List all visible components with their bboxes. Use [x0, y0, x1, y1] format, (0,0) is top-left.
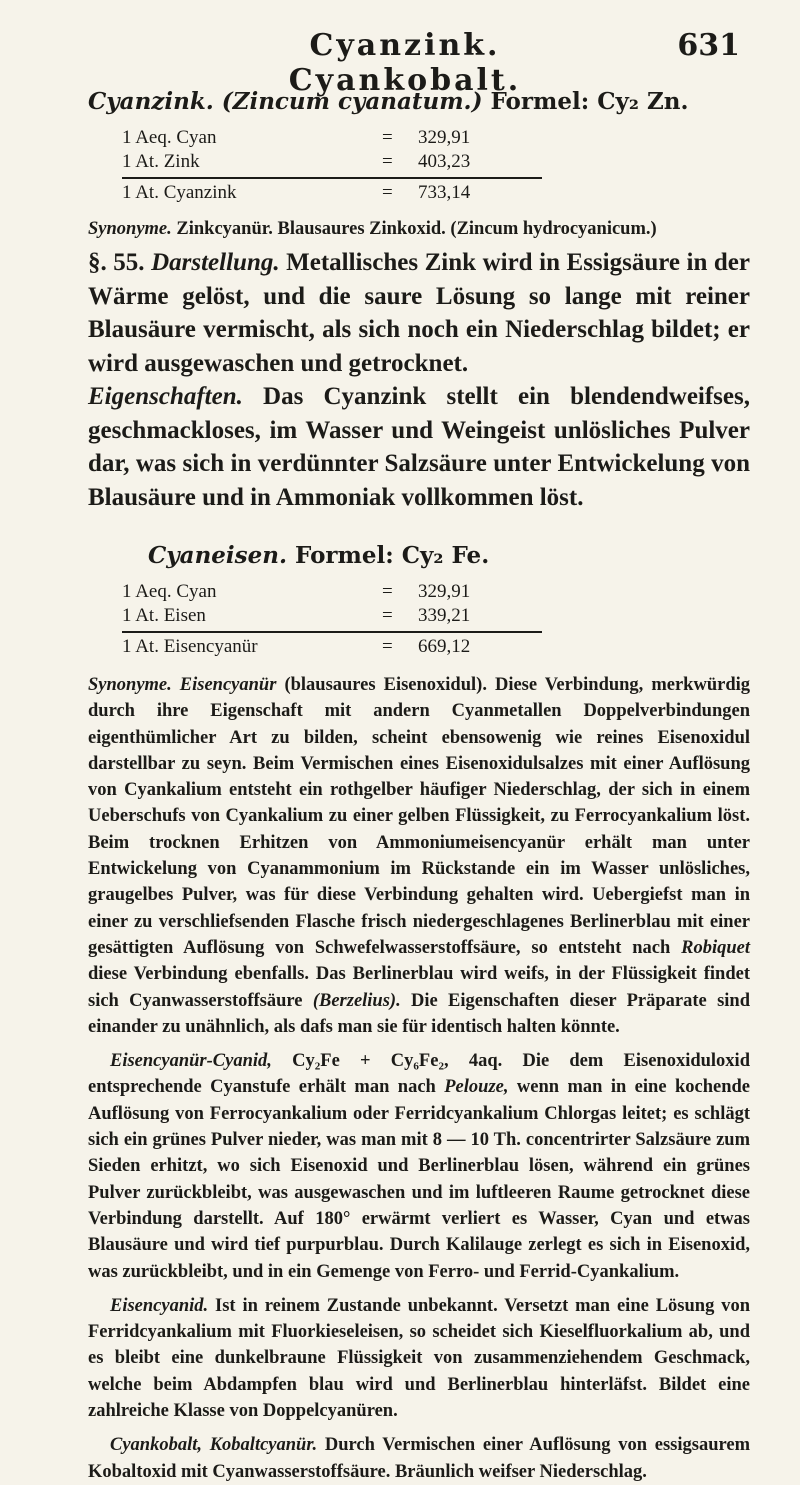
synonyme-name: Eisencyanür — [171, 675, 277, 695]
cyankobalt-text: Durch Vermischen einer Auflösung von essigsaurem Kobaltoxid mit Cyanwasserstoffsäure. Bräunlich weifser Niederschlag. — [88, 1435, 750, 1482]
synonyme-text-2: diese Verbindung ebenfalls. Das Berlinerblau wird weifs, in der Flüssigkeit findet sich Cyanwasserstoffsäure — [88, 964, 750, 1011]
section-number: §. 55. — [88, 249, 145, 277]
row-value: 339,21 — [418, 605, 471, 626]
author-robiquet: Robiquet — [681, 937, 750, 958]
cyanzink-formula: Formel: Cy₂ Zn. — [490, 88, 689, 115]
total-label: 1 At. Eisencyanür — [122, 636, 258, 657]
synonyme-label: Synonyme. — [88, 219, 172, 239]
table-total-row — [122, 182, 562, 206]
cyanzink-title: Cyanzink. — [88, 88, 214, 115]
cyaneisen-title: Cyaneisen. — [148, 542, 287, 569]
row-value: 403,23 — [418, 151, 471, 172]
darstellung-text: Metallisches Zink wird in Essigsäure in der Wärme gelöst, und die saure Lösung so lange mit reiner Blausäure vermischt, als sich noch ein Niederschlag bildet; er wird ausgewaschen und getrocknet. — [88, 249, 750, 377]
row-label: 1 Aeq. Cyan — [122, 581, 217, 602]
cyaneisen-synonyme — [88, 672, 750, 1040]
synonyme-text-3: Die Eigenschaften dieser Präparate sind einander zu unähnlich, als dafs man sie für identisch halten könnte. — [88, 990, 750, 1037]
table-row — [122, 127, 562, 151]
darstellung-label: Darstellung. — [151, 249, 280, 277]
cyanzink-heading — [88, 88, 750, 115]
row-equals: = — [382, 151, 393, 172]
synonyme-text: (blausaures Eisenoxidul). Diese Verbindung, merkwürdig durch ihre Eigenschaft mit andern Cyanmetallen Doppelverbindungen eigenthümlicher Art zu bilden, scheint ebensowenig wie reines Eisenoxidul darstellbar zu seyn. Beim Vermischen eines Eisenoxidulsalzes mit einer Auflösung von Cyankalium entsteht ein rothgelber häufiger Niederschlag, der sich in einem Ueberschufs von Cyankalium zu einer gelben Flüssigkeit, zu Ferrocyankalium löst. Beim trocknen Erhitzen von Ammoniumeisencyanür erhält man unter Entwickelung von Cyanammonium im Rückstande ein im Wasser unlösliches, graugelbes Pulver, was für diese Verbindung gehalten wird. Uebergiefst man in einer zu verschliefsenden Flasche frisch niedergeschlagenes Berlinerblau mit einer gesättigten Auflösung von Schwefelwasserstoffsäure, so entsteht nach — [88, 675, 750, 958]
cyanzink-synonyme — [88, 216, 750, 242]
cyaneisen-composition-table — [122, 581, 562, 660]
synonyme-label: Synonyme. — [88, 675, 172, 695]
total-equals: = — [382, 636, 393, 657]
eigenschaften-text: Das Cyanzink stellt ein blendendweifses, geschmackloses, im Wasser und Weingeist unlösliches Pulver dar, was sich in verdünnter Salzsäure unter Entwickelung von Blausäure und in Ammoniak vollkommen löst. — [88, 383, 750, 511]
table-row — [122, 151, 562, 175]
cyanzink-darstellung — [88, 246, 750, 380]
cyanid-label: Eisencyanür-Cyanid, — [110, 1051, 272, 1072]
total-value: 669,12 — [418, 636, 471, 657]
section-cyaneisen — [88, 542, 750, 1485]
synonyme-text: Zinkcyanür. Blausaures Zinkoxid. (Zincum hydrocyanicum.) — [171, 219, 657, 239]
sum-rule — [122, 177, 542, 179]
table-row — [122, 581, 562, 605]
row-label: 1 At. Zink — [122, 151, 200, 172]
row-equals: = — [382, 581, 393, 602]
table-total-row — [122, 636, 562, 660]
cyanid-text-2: wenn man in eine kochende Auflösung von Ferrocyankalium oder Ferridcyankalium Chlorgas leitet; es schlägt sich ein grünes Pulver nieder, was man mit 8 — 10 Th. concentrirter Salzsäure zum Sieden erhitzt, wo sich Eisenoxid und Berlinerblau lösen, während ein grünes Pulver zurückbleibt, was ausgewaschen und im luftleeren Raume getrocknet diese Verbindung darstellt. Auf 180° erwärmt verliert es Wasser, Cyan und etwas Blausäure und wird tief purpurblau. Durch Kalilauge zerlegt es sich in Eisenoxid, was zurückbleibt, und in ein Gemenge von Ferro- und Ferrid-Cyankalium. — [88, 1077, 750, 1282]
page-number: 631 — [677, 28, 740, 63]
row-equals: = — [382, 127, 393, 148]
section-cyanzink — [88, 88, 750, 514]
eisencyanid-text: Ist in reinem Zustande unbekannt. Versetzt man eine Lösung von Ferridcyankalium mit Fluorkieseleisen, so scheidet sich Kieselfluorkalium ab, und es bleibt eine dunkelbraune Flüssigkeit von zusammenziehendem Geschmack, welche beim Abdampfen blau wird und Berlinerblau hinterläfst. Bildet eine zahlreiche Klasse von Doppelcyanüren. — [88, 1295, 750, 1422]
row-label: 1 Aeq. Cyan — [122, 127, 217, 148]
sum-rule — [122, 631, 542, 633]
row-value: 329,91 — [418, 127, 471, 148]
table-row — [122, 605, 562, 629]
row-value: 329,91 — [418, 581, 471, 602]
eisencyanuer-cyanid-paragraph — [88, 1048, 750, 1285]
author-pelouze: Pelouze, — [444, 1077, 509, 1098]
total-value: 733,14 — [418, 182, 471, 203]
eisencyanid-label: Eisencyanid. — [110, 1295, 209, 1316]
cyankobalt-paragraph — [88, 1432, 750, 1485]
author-berzelius: (Berzelius). — [312, 990, 401, 1011]
total-label: 1 At. Cyanzink — [122, 182, 237, 203]
cyanzink-eigenschaften — [88, 380, 750, 514]
total-equals: = — [382, 182, 393, 203]
cyaneisen-formula: Formel: Cy₂ Fe. — [295, 542, 490, 569]
cyanid-text: Cy₂Fe + Cy₆Fe₂, 4aq. Die dem Eisenoxiduloxid entsprechende Cyanstufe erhält man nach — [88, 1051, 750, 1098]
cyanzink-latin-name: (Zincum cyanatum.) — [221, 88, 483, 115]
cyaneisen-heading — [148, 542, 750, 569]
cyanzink-composition-table — [122, 127, 562, 206]
eisencyanid-paragraph — [88, 1293, 750, 1424]
row-label: 1 At. Eisen — [122, 605, 206, 626]
row-equals: = — [382, 605, 393, 626]
page-header — [0, 28, 800, 98]
cyankobalt-label: Cyankobalt, Kobaltcyanür. — [110, 1435, 318, 1456]
eigenschaften-label: Eigenschaften. — [88, 383, 243, 411]
running-head: Cyanzink. Cyankobalt. — [288, 28, 522, 98]
